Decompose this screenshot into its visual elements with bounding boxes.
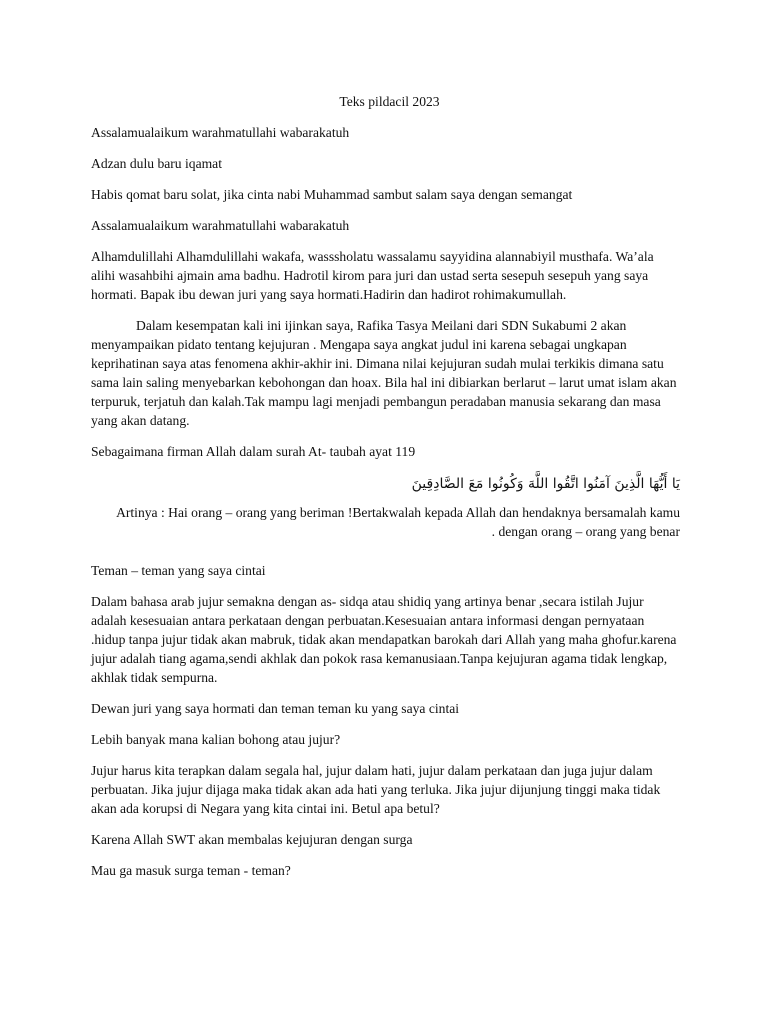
reward-paragraph: Karena Allah SWT akan membalas kejujuran dengan surga xyxy=(91,832,413,847)
verse-translation-line-1: Artinya : Hai orang – orang yang beriman !Bertakwalah kepada Allah dan hendaknya bersamalah kamu xyxy=(116,505,680,520)
greeting-paragraph-2: Assalamualaikum warahmatullahi wabarakatuh xyxy=(91,218,350,233)
address-friends: Teman – teman yang saya cintai xyxy=(91,563,266,578)
pantun-line-2: Habis qomat baru solat, jika cinta nabi Muhammad sambut salam saya dengan semangat xyxy=(91,187,573,202)
verse-translation xyxy=(91,503,680,541)
pantun-line-1: Adzan dulu baru iqamat xyxy=(91,156,222,171)
opening-paragraph: Alhamdulillahi Alhamdulillahi wakafa, wasssholatu wassalamu sayyidina alannabiyil musthafa. Wa’ala alihi wasahbihi ajmain ama badhu. Hadrotil kirom para juri dan ustad serta sesepuh sesepuh yang saya hormati. Bapak ibu dewan juri yang saya hormati.Hadirin dan hadirot rohimakumullah. xyxy=(91,249,654,302)
verse-reference: Sebagaimana firman Allah dalam surah At- taubah ayat 119 xyxy=(91,444,416,459)
address-jury: Dewan juri yang saya hormati dan teman teman ku yang saya cintai xyxy=(91,701,460,716)
closing-question: Mau ga masuk surga teman - teman? xyxy=(91,863,291,878)
verse-translation-line-2: . dengan orang – orang yang benar xyxy=(491,524,680,539)
greeting-paragraph: Assalamualaikum warahmatullahi wabarakatuh xyxy=(91,125,350,140)
honesty-paragraph: Jujur harus kita terapkan dalam segala hal, jujur dalam hati, jujur dalam perkataan dan juga jujur dalam perbuatan. Jika jujur dijaga maka tidak akan ada hati yang terluka. Jika jujur dijunjung tinggi maka tidak akan ada korupsi di Negara yang kita cintai ini. Betul apa betul? xyxy=(91,763,661,816)
question-paragraph: Lebih banyak mana kalian bohong atau jujur? xyxy=(91,732,341,747)
document-title: Teks pildacil 2023 xyxy=(339,94,440,109)
definition-paragraph: Dalam bahasa arab jujur semakna dengan as- sidqa atau shidiq yang artinya benar ,secara istilah Jujur adalah kesesuaian antara perkataan dengan perbuatan.Kesesuaian antara informasi dengan pernyataan .hidup tanpa jujur tidak akan mabruk, tidak akan mendapatkan barokah dari Allah yang maha ghofur.karena jujur adalah tiang agama,sendi akhlak dan pokok rasa kemanusiaan.Tanpa kejujuran agama tidak lengkap, akhlak tidak sempurna. xyxy=(91,594,677,685)
arabic-verse: يَا أَيُّهَا الَّذِينَ آمَنُوا اتَّقُوا اللَّهَ وَكُونُوا مَعَ الصَّادِقِينَ xyxy=(411,476,680,492)
introduction-paragraph: Dalam kesempatan kali ini ijinkan saya, Rafika Tasya Meilani dari SDN Sukabumi 2 akan menyampaikan pidato tentang kejujuran . Mengapa saya angkat judul ini karena sebagai ungkapan keprihatinan saya atas fenomena akhir-akhir ini. Dimana nilai kejujuran sudah mulai terkikis dimana satu sama lain saling menyebarkan kebohongan dan hoax. Bila hal ini dibiarkan berlarut – larut umat islam akan terpuruk, terjatuh dan kalah.Tak mampu lagi menjadi pembangun peradaban manusia sekarang dan masa yang akan datang. xyxy=(91,318,677,428)
